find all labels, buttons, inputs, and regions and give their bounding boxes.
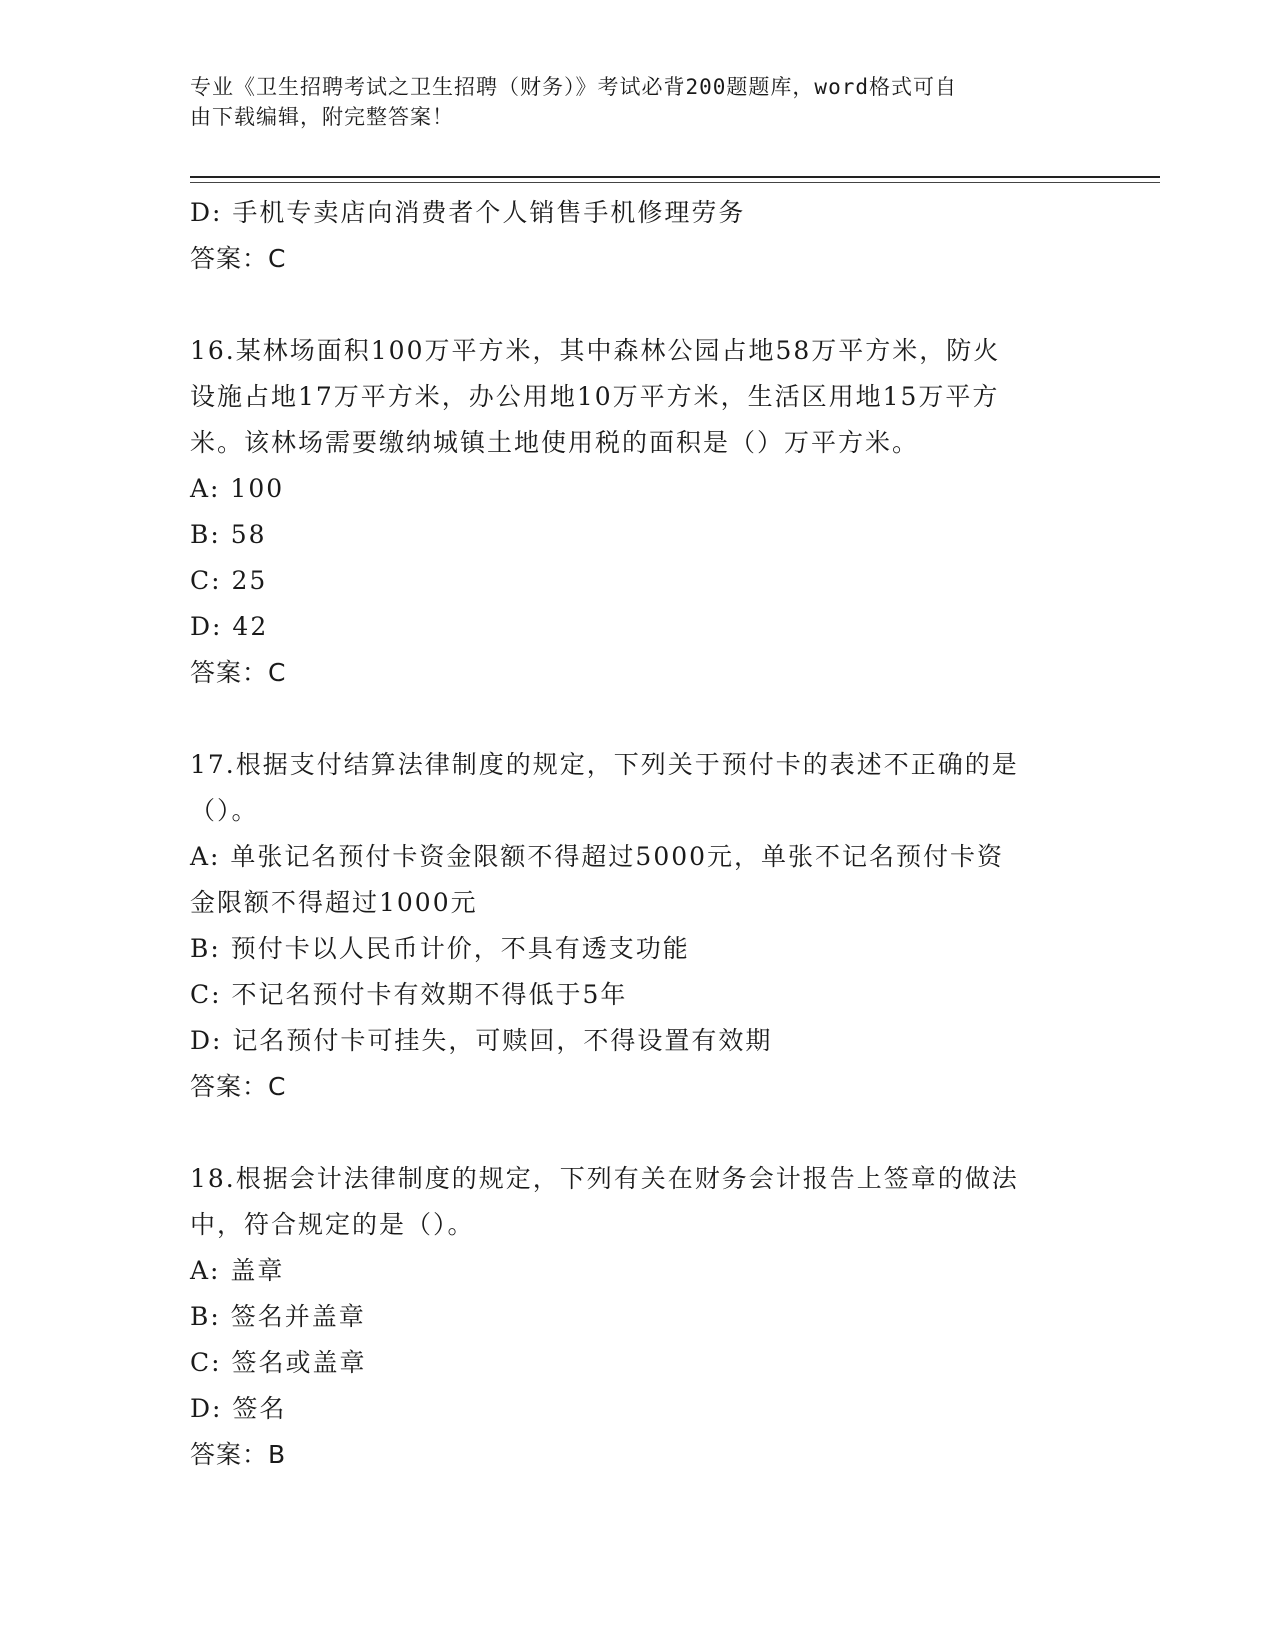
option-d: D: 签名 — [190, 1394, 287, 1423]
option-d: D: 手机专卖店向消费者个人销售手机修理劳务 — [190, 198, 746, 227]
answer-label: 答案：C — [190, 1072, 287, 1101]
question-text-line: 设施占地17万平方米，办公用地10万平方米，生活区用地15万平方 — [190, 382, 1000, 411]
answer-label: 答案：B — [190, 1440, 287, 1469]
option-a: A: 盖章 — [190, 1256, 285, 1285]
header-line-1: 专业《卫生招聘考试之卫生招聘（财务）》考试必背200题题库，word格式可自 — [190, 75, 957, 99]
option-b: B: 58 — [190, 520, 267, 549]
option-d: D: 记名预付卡可挂失，可赎回，不得设置有效期 — [190, 1026, 773, 1055]
option-b: B: 签名并盖章 — [190, 1302, 366, 1331]
question-text-line: 17.根据支付结算法律制度的规定，下列关于预付卡的表述不正确的是 — [190, 750, 1019, 779]
question-18 — [190, 1156, 1090, 1478]
header-line-2: 由下载编辑，附完整答案！ — [190, 105, 454, 129]
question-16 — [190, 328, 1090, 696]
option-c: C: 25 — [190, 566, 268, 595]
answer-label: 答案：C — [190, 658, 287, 687]
option-a-continued: 金限额不得超过1000元 — [190, 888, 478, 917]
option-d: D: 42 — [190, 612, 269, 641]
document-header — [190, 72, 1090, 132]
header-divider-thick — [190, 176, 1160, 178]
question-text-line: 16.某林场面积100万平方米，其中森林公园占地58万平方米，防火 — [190, 336, 1001, 365]
option-c: C: 不记名预付卡有效期不得低于5年 — [190, 980, 628, 1009]
question-text-line: 米。该林场需要缴纳城镇土地使用税的面积是（）万平方米。 — [190, 428, 920, 457]
question-text-line: （）。 — [190, 796, 259, 825]
option-c: C: 签名或盖章 — [190, 1348, 367, 1377]
option-a: A: 单张记名预付卡资金限额不得超过5000元，单张不记名预付卡资 — [190, 842, 1005, 871]
answer-label: 答案：C — [190, 244, 287, 273]
question-17 — [190, 742, 1090, 1110]
question-text-line: 中，符合规定的是（）。 — [190, 1210, 475, 1239]
header-divider-thin — [190, 182, 1160, 183]
question-list — [190, 190, 1090, 1478]
question-text-line: 18.根据会计法律制度的规定，下列有关在财务会计报告上签章的做法 — [190, 1164, 1019, 1193]
option-a: A: 100 — [190, 474, 285, 503]
option-b: B: 预付卡以人民币计价，不具有透支功能 — [190, 934, 690, 963]
